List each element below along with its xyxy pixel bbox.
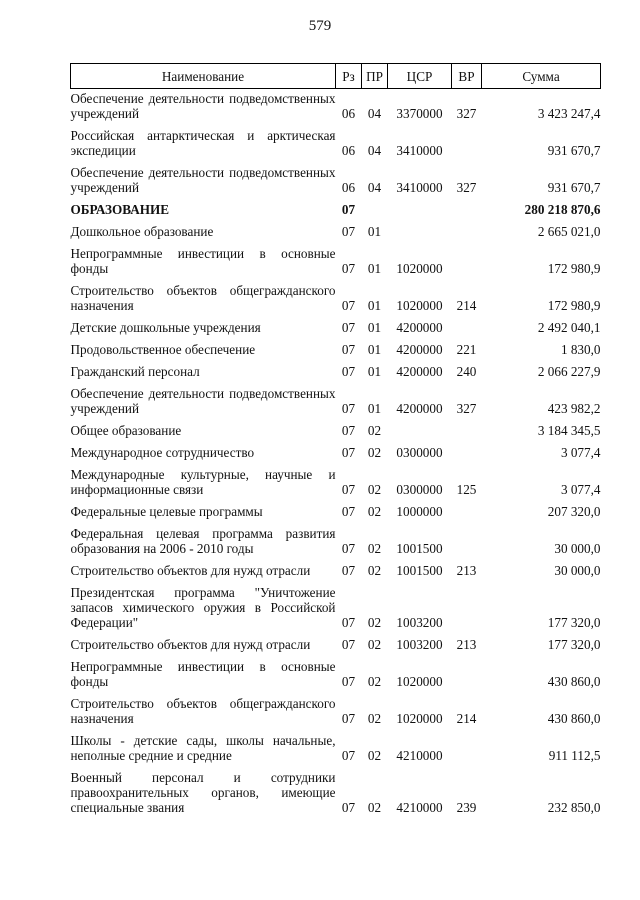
cell-rz: 07 [341, 482, 356, 497]
cell-csr [388, 222, 452, 244]
cell-vr [452, 318, 482, 340]
header-csr: ЦСР [388, 64, 452, 89]
cell-rz: 07 [341, 364, 356, 379]
cell-rz: 07 [341, 748, 356, 763]
cell-csr: 0300000 [396, 482, 443, 497]
table-row [71, 768, 601, 820]
cell-sum: 2 665 021,0 [537, 224, 601, 239]
cell-pr: 02 [367, 800, 382, 815]
cell-name: Продовольственное обеспечение [70, 342, 256, 357]
cell-rz: 07 [341, 298, 356, 313]
cell-rz: 07 [341, 800, 356, 815]
cell-pr: 04 [367, 106, 382, 121]
table-header [71, 64, 601, 89]
cell-vr [452, 731, 482, 768]
cell-pr [362, 200, 388, 222]
cell-rz: 07 [341, 401, 356, 416]
cell-name: ОБРАЗОВАНИЕ [70, 202, 170, 217]
cell-sum: 172 980,9 [547, 261, 601, 276]
cell-sum: 280 218 870,6 [524, 202, 601, 217]
table-row [71, 465, 601, 502]
cell-csr: 4210000 [396, 800, 443, 815]
cell-sum: 177 320,0 [547, 637, 601, 652]
cell-name: Детские дошкольные учреждения [70, 320, 261, 335]
cell-rz: 07 [341, 202, 356, 217]
cell-name: Непрограммные инвестиции в основные фонды [70, 246, 336, 276]
cell-sum: 430 860,0 [547, 711, 601, 726]
cell-csr: 3410000 [396, 180, 443, 195]
cell-name: Международное сотрудничество [70, 445, 255, 460]
budget-table [70, 63, 601, 820]
cell-sum: 172 980,9 [547, 298, 601, 313]
cell-csr: 3410000 [396, 143, 443, 158]
cell-rz: 07 [341, 674, 356, 689]
cell-pr: 02 [367, 748, 382, 763]
cell-vr: 239 [456, 800, 477, 815]
cell-pr: 01 [367, 342, 382, 357]
cell-sum: 3 077,4 [560, 445, 601, 460]
cell-name: Президентская программа "Уничтожение запасов химического оружия в Российской Федерации" [70, 585, 336, 630]
cell-pr: 01 [367, 298, 382, 313]
cell-rz: 07 [341, 445, 356, 460]
cell-sum: 931 670,7 [547, 143, 601, 158]
cell-name: Обеспечение деятельности подведомственных учреждений [70, 91, 336, 121]
table-row [71, 340, 601, 362]
cell-csr: 0300000 [396, 445, 443, 460]
table-row [71, 421, 601, 443]
cell-pr: 02 [367, 674, 382, 689]
cell-name: Международные культурные, научные и информационные связи [70, 467, 336, 497]
cell-csr: 4200000 [396, 342, 443, 357]
cell-rz: 06 [341, 106, 356, 121]
cell-pr: 02 [367, 637, 382, 652]
cell-rz: 07 [341, 637, 356, 652]
cell-name: Строительство объектов общегражданского назначения [70, 283, 336, 313]
cell-sum: 3 077,4 [560, 482, 601, 497]
page-number: 579 [308, 18, 332, 34]
cell-name: Обеспечение деятельности подведомственных учреждений [70, 386, 336, 416]
cell-rz: 07 [341, 224, 356, 239]
table-row [71, 222, 601, 244]
cell-name: Общее образование [70, 423, 182, 438]
cell-csr [388, 200, 452, 222]
cell-pr: 02 [367, 711, 382, 726]
cell-csr: 1020000 [396, 711, 443, 726]
cell-pr: 02 [367, 445, 382, 460]
cell-sum: 177 320,0 [547, 615, 601, 630]
cell-vr [452, 244, 482, 281]
cell-csr: 4200000 [396, 320, 443, 335]
cell-rz: 07 [341, 261, 356, 276]
table-row [71, 384, 601, 421]
table-row [71, 200, 601, 222]
cell-vr [452, 200, 482, 222]
cell-csr: 1020000 [396, 298, 443, 313]
table-row [71, 89, 601, 127]
cell-name: Дошкольное образование [70, 224, 214, 239]
cell-name: Российская антарктическая и арктическая экспедиции [70, 128, 336, 158]
table-row [71, 583, 601, 635]
table-row [71, 281, 601, 318]
cell-rz: 07 [341, 711, 356, 726]
cell-sum: 1 830,0 [560, 342, 601, 357]
header-vr: ВР [452, 64, 482, 89]
cell-pr: 02 [367, 615, 382, 630]
cell-pr: 02 [367, 563, 382, 578]
table-row [71, 731, 601, 768]
cell-pr: 04 [367, 143, 382, 158]
cell-pr: 01 [367, 261, 382, 276]
cell-csr: 4210000 [396, 748, 443, 763]
table-row [71, 163, 601, 200]
cell-sum: 423 982,2 [547, 401, 601, 416]
table-row [71, 657, 601, 694]
header-sum: Сумма [482, 64, 601, 89]
cell-pr: 02 [367, 504, 382, 519]
table-row [71, 524, 601, 561]
cell-name: Гражданский персонал [70, 364, 200, 379]
cell-name: Строительство объектов для нужд отрасли [70, 637, 311, 652]
cell-csr: 1020000 [396, 674, 443, 689]
cell-pr: 02 [367, 541, 382, 556]
cell-rz: 07 [341, 504, 356, 519]
cell-csr: 1001500 [396, 563, 443, 578]
table-body [71, 89, 601, 821]
cell-sum: 2 066 227,9 [537, 364, 601, 379]
cell-vr [452, 583, 482, 635]
cell-rz: 06 [341, 180, 356, 195]
table-row [71, 362, 601, 384]
table-row [71, 694, 601, 731]
cell-sum: 911 112,5 [548, 748, 601, 763]
cell-csr: 4200000 [396, 401, 443, 416]
cell-vr: 213 [456, 637, 477, 652]
cell-rz: 07 [341, 541, 356, 556]
cell-rz: 07 [341, 423, 356, 438]
cell-name: Непрограммные инвестиции в основные фонды [70, 659, 336, 689]
cell-sum: 232 850,0 [547, 800, 601, 815]
cell-sum: 430 860,0 [547, 674, 601, 689]
cell-name: Школы - детские сады, школы начальные, неполные средние и средние [70, 733, 336, 763]
cell-name: Строительство объектов для нужд отрасли [70, 563, 311, 578]
cell-csr: 3370000 [396, 106, 443, 121]
cell-name: Обеспечение деятельности подведомственных учреждений [70, 165, 336, 195]
table-row [71, 318, 601, 340]
cell-rz: 06 [341, 143, 356, 158]
cell-sum: 207 320,0 [547, 504, 601, 519]
cell-rz: 07 [341, 615, 356, 630]
header-pr: ПР [362, 64, 388, 89]
cell-pr: 01 [367, 401, 382, 416]
table-row [71, 443, 601, 465]
cell-vr: 221 [456, 342, 477, 357]
header-rz: Рз [336, 64, 362, 89]
table-row [71, 126, 601, 163]
cell-sum: 931 670,7 [547, 180, 601, 195]
cell-vr [452, 222, 482, 244]
cell-csr: 1020000 [396, 261, 443, 276]
cell-csr: 1003200 [396, 615, 443, 630]
cell-pr: 01 [367, 364, 382, 379]
table-row [71, 244, 601, 281]
cell-rz: 07 [341, 342, 356, 357]
cell-sum: 30 000,0 [554, 563, 601, 578]
cell-vr [452, 657, 482, 694]
cell-name: Федеральные целевые программы [70, 504, 263, 519]
cell-vr: 213 [456, 563, 477, 578]
cell-sum: 3 184 345,5 [537, 423, 601, 438]
cell-pr: 01 [367, 320, 382, 335]
table-row [71, 561, 601, 583]
cell-vr: 327 [456, 401, 477, 416]
cell-sum: 2 492 040,1 [537, 320, 601, 335]
cell-vr [452, 421, 482, 443]
table-row [71, 502, 601, 524]
cell-csr: 1000000 [396, 504, 443, 519]
cell-vr [452, 524, 482, 561]
cell-csr: 1003200 [396, 637, 443, 652]
cell-rz: 07 [341, 320, 356, 335]
cell-vr: 240 [456, 364, 477, 379]
cell-name: Федеральная целевая программа развития образования на 2006 - 2010 годы [70, 526, 336, 556]
cell-pr: 02 [367, 423, 382, 438]
cell-pr: 01 [367, 224, 382, 239]
cell-pr: 02 [367, 482, 382, 497]
cell-vr: 125 [456, 482, 477, 497]
cell-vr: 214 [456, 711, 477, 726]
cell-csr: 1001500 [396, 541, 443, 556]
cell-vr: 214 [456, 298, 477, 313]
cell-vr: 327 [456, 180, 477, 195]
cell-sum: 30 000,0 [554, 541, 601, 556]
cell-vr: 327 [456, 106, 477, 121]
cell-csr [388, 421, 452, 443]
cell-vr [452, 502, 482, 524]
cell-pr: 04 [367, 180, 382, 195]
cell-sum: 3 423 247,4 [537, 106, 601, 121]
cell-rz: 07 [341, 563, 356, 578]
header-name: Наименование [71, 64, 336, 89]
cell-name: Строительство объектов общегражданского назначения [70, 696, 336, 726]
table-row [71, 635, 601, 657]
cell-name: Военный персонал и сотрудники правоохранительных органов, имеющие специальные звания [70, 770, 336, 815]
cell-vr [452, 126, 482, 163]
cell-vr [452, 443, 482, 465]
cell-csr: 4200000 [396, 364, 443, 379]
